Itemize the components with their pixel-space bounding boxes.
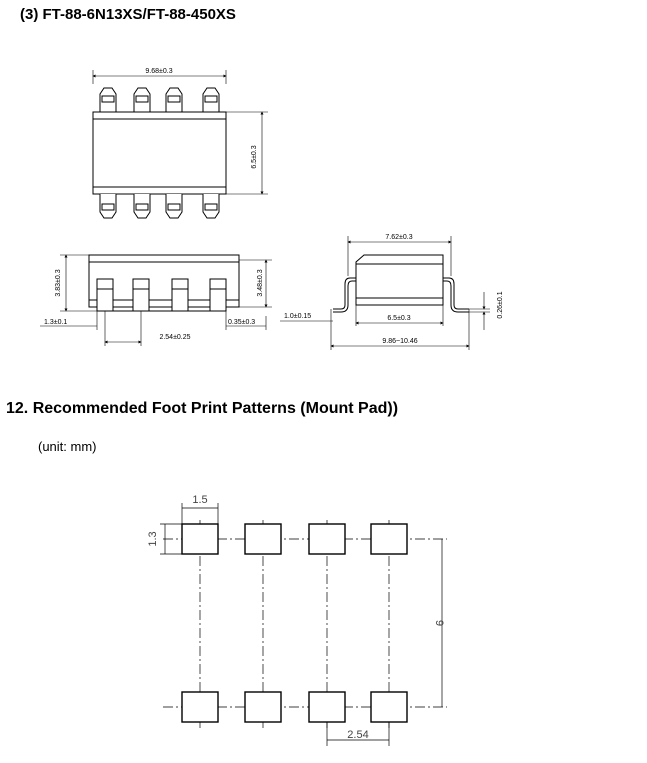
dim-top-width: 9.68±0.3 (145, 68, 173, 75)
top-pins-lower (100, 194, 219, 218)
dim-end-width: 7.62±0.3 (385, 234, 413, 241)
package-end-view (280, 236, 490, 350)
dim-lead-thickness-side: 0.35±0.3 (228, 319, 256, 326)
dim-standoff: 1.0±0.15 (284, 313, 312, 320)
pad-bottom-4 (371, 692, 407, 722)
dim-end-body: 6.5±0.3 (387, 315, 411, 322)
fp-pad-width: 1.5 (192, 494, 208, 506)
footprint-pattern (160, 503, 447, 746)
pad-top-2 (245, 524, 281, 554)
dim-pitch: 2.54±0.25 (159, 334, 191, 341)
pad-top-4 (371, 524, 407, 554)
fp-pitch: 2.54 (347, 729, 369, 741)
dim-lead-thickness: 0.26±0.1 (497, 291, 504, 319)
package-body-top (93, 112, 226, 194)
pad-bottom-2 (245, 692, 281, 722)
pad-top-3 (309, 524, 345, 554)
dim-lead-offset: 1.3±0.1 (44, 319, 68, 326)
fp-pad-height: 1.3 (147, 531, 159, 547)
unit-note: (unit: mm) (38, 439, 97, 454)
top-pins-upper (100, 88, 219, 112)
pad-bottom-1 (182, 692, 218, 722)
dim-span: 9.86~10.46 (382, 338, 418, 345)
pad-bottom-3 (309, 692, 345, 722)
dim-body-height: 3.48±0.3 (257, 269, 264, 297)
fp-row-spacing: 9 (433, 619, 445, 627)
dim-side-height: 3.83±0.3 (55, 269, 62, 297)
pad-top-1 (182, 524, 218, 554)
footprint-title: 12. Recommended Foot Print Patterns (Mount Pad)) (6, 400, 399, 417)
package-top-view (93, 70, 268, 218)
dim-top-height: 6.5±0.3 (251, 145, 258, 169)
package-side-view (40, 255, 272, 346)
section-title: (3) FT-88-6N13XS/FT-88-450XS (20, 6, 236, 23)
